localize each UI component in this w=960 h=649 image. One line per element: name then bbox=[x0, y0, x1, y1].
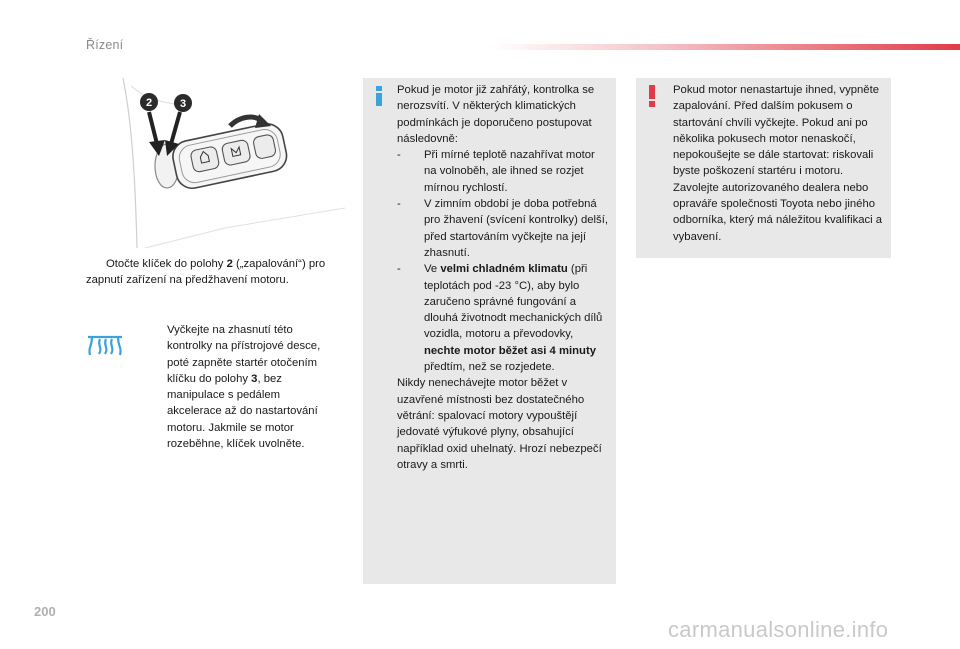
header-accent-bar bbox=[490, 44, 960, 50]
step-1-position: 2 bbox=[226, 258, 233, 270]
info-list-item-2 bbox=[397, 196, 610, 261]
step-2-text-b: , bez manipulace s pedálem akcelerace až do nastartování motoru. Jakmile se motor rozeběhne, klíček uvolněte. bbox=[167, 372, 318, 451]
info-item-3-bold-2: nechte motor běžet asi 4 minuty bbox=[424, 344, 597, 357]
dash-mark: - bbox=[397, 263, 401, 276]
exclamation-icon bbox=[647, 85, 657, 107]
glow-plug-icon bbox=[85, 333, 125, 359]
key-ignition-illustration bbox=[105, 78, 345, 248]
info-list-item-3 bbox=[397, 261, 610, 375]
info-item-1-text: Při mírné teplotě nazahřívat motor na volnoběh, ale ihned se rozjet mírnou rychlostí. bbox=[424, 149, 595, 194]
watermark: carmanualsonline.info bbox=[668, 617, 889, 642]
step-1-text-a: Otočte klíček do polohy bbox=[106, 258, 227, 270]
step-2-paragraph bbox=[147, 322, 337, 452]
info-outro: Nikdy nenechávejte motor běžet v uzavřené místnosti bez dostatečného větrání: spalovací motory vypouštějí jedovaté výfukové plyny, obsahující například oxid uhelnatý. Hrozí nebezpečí otravy a smrti. bbox=[397, 377, 602, 471]
info-item-3-bold-1: velmi chladném klimatu bbox=[440, 263, 568, 276]
info-icon bbox=[372, 86, 386, 106]
warning-text: Pokud motor nenastartuje ihned, vypněte zapalování. Před dalším pokusem o startování chvíli vyčkejte. Pokud ani po několika pokusech motor nenaskočí, nepokoušejte se dále startovat: riskovali byste poškození startéru i motoru. Zavolejte autorizovaného dealera nebo opraváře společnosti Toyota nebo jiného odborníka, který má náležitou kvalifikaci a vybavení. bbox=[673, 84, 883, 243]
info-intro: Pokud je motor již zahřátý, kontrolka se nerozsvítí. V některých klimatických podmínkách je doporučeno postupovat následovně: bbox=[397, 84, 595, 145]
marker-3-label: 3 bbox=[179, 98, 187, 110]
info-item-3-text-c: předtím, než se rozjedete. bbox=[424, 361, 555, 374]
bullet-icon bbox=[147, 322, 167, 452]
info-item-3-text-b: (při teplotách pod -23 °C), aby bylo zaručeno správné fungování a dlouhá životnodt mechanických dílů vozidla, motoru a převodovky, bbox=[424, 263, 603, 341]
info-text bbox=[397, 82, 610, 473]
step-1-text-b: („zapalování“) pro zapnutí zařízení na předžhavení motoru. bbox=[86, 258, 326, 287]
page-number: 200 bbox=[34, 604, 56, 619]
info-item-3-text-a: Ve bbox=[424, 263, 441, 276]
info-item-2-text: V zimním období je doba potřebná pro žhavení (svícení kontrolky) delší, před startováním vyčkejte na její zhasnutí. bbox=[424, 198, 608, 259]
dash-mark: - bbox=[397, 149, 401, 162]
info-list-item-1 bbox=[397, 147, 610, 196]
marker-2-label: 2 bbox=[145, 97, 153, 109]
step-2-position: 3 bbox=[251, 372, 258, 385]
step-2-text-a: Vyčkejte na zhasnutí této kontrolky na přístrojové desce, poté zapněte startér otočením klíčku do polohy bbox=[167, 324, 321, 385]
dash-mark: - bbox=[397, 198, 401, 211]
step-1-paragraph bbox=[86, 256, 336, 289]
section-title: Řízení bbox=[86, 38, 124, 52]
